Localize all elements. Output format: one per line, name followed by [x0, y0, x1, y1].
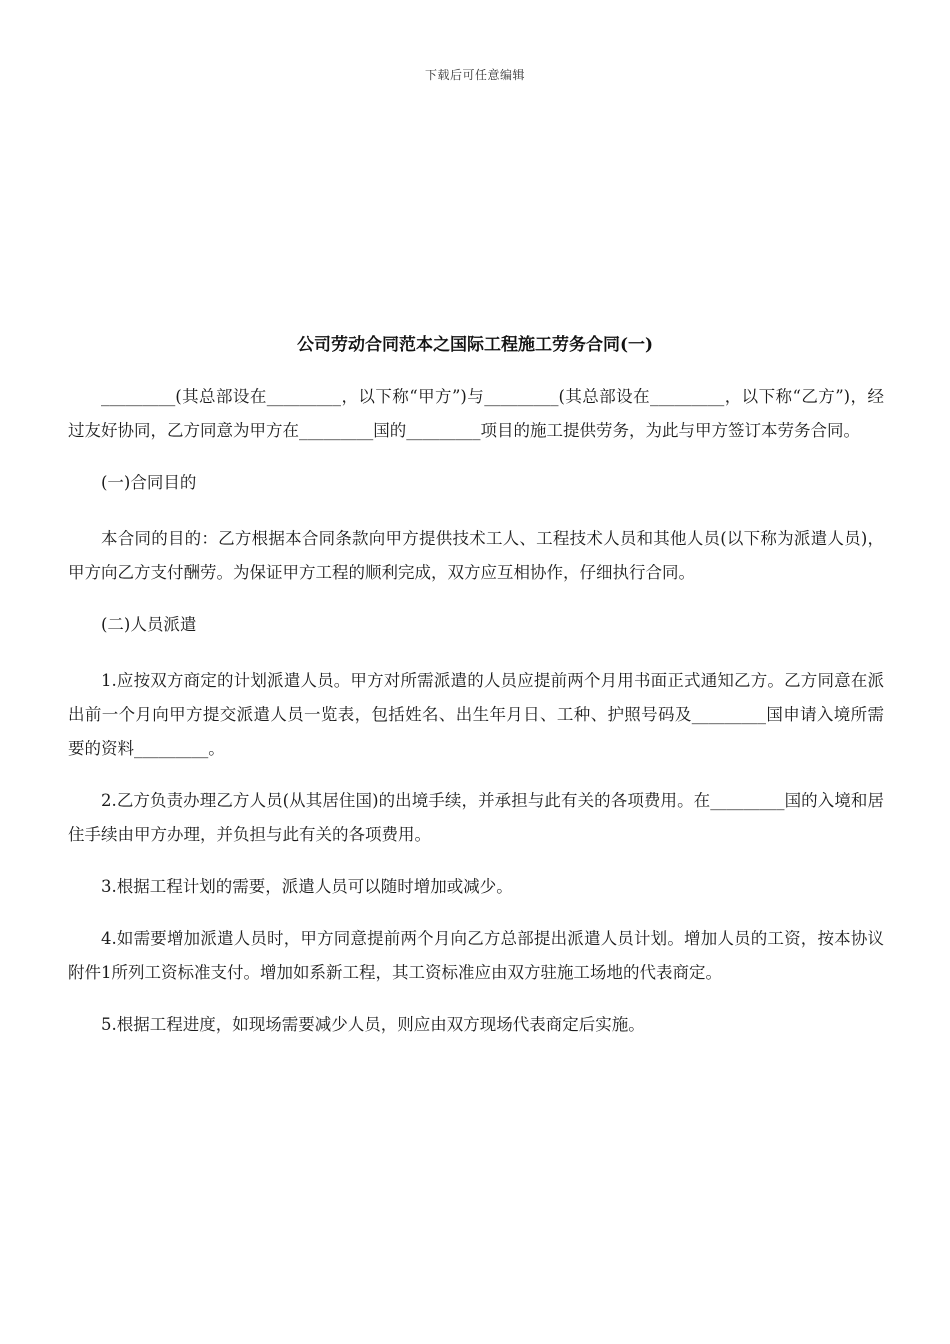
document-title: 公司劳动合同范本之国际工程施工劳务合同(一) — [296, 335, 654, 355]
clause-item-4: 4.如需要增加派遣人员时，甲方同意提前两个月向乙方总部提出派遣人员计划。增加人员的工资，按本协议附件1所列工资标准支付。增加如系新工程，其工资标准应由双方驻施工场地的代表商定。 — [68, 929, 884, 982]
document-body — [68, 380, 884, 1060]
clause-item-3: 3.根据工程计划的需要，派遣人员可以随时增加或减少。 — [101, 877, 513, 896]
clause-item-1: 1.应按双方商定的计划派遣人员。甲方对所需派遣的人员应提前两个月用书面正式通知乙方。乙方同意在派出前一个月向甲方提交派遣人员一览表，包括姓名、出生年月日、工种、护照号码及_________国申请入境所需要的资料_________。 — [68, 671, 884, 758]
section-heading-dispatch: (二)人员派遣 — [101, 615, 197, 634]
intro-paragraph: _________(其总部设在_________，以下称“甲方”)与_________(其总部设在_________，以下称“乙方”)，经过友好协同，乙方同意为甲方在_________国的_________项目的施工提供劳务，为此与甲方签订本劳务合同。 — [68, 387, 884, 440]
clause-item-5: 5.根据工程进度，如现场需要减少人员，则应由双方现场代表商定后实施。 — [101, 1015, 645, 1034]
section-purpose-body: 本合同的目的：乙方根据本合同条款向甲方提供技术工人、工程技术人员和其他人员(以下称为派遣人员)，甲方向乙方支付酬劳。为保证甲方工程的顺利完成，双方应互相协作，仔细执行合同。 — [68, 529, 884, 582]
section-heading-purpose: (一)合同目的 — [101, 473, 197, 492]
page-header-note: 下载后可任意编辑 — [424, 68, 525, 82]
clause-item-2: 2.乙方负责办理乙方人员(从其居住国)的出境手续，并承担与此有关的各项费用。在_________国的入境和居住手续由甲方办理，并负担与此有关的各项费用。 — [68, 791, 884, 844]
